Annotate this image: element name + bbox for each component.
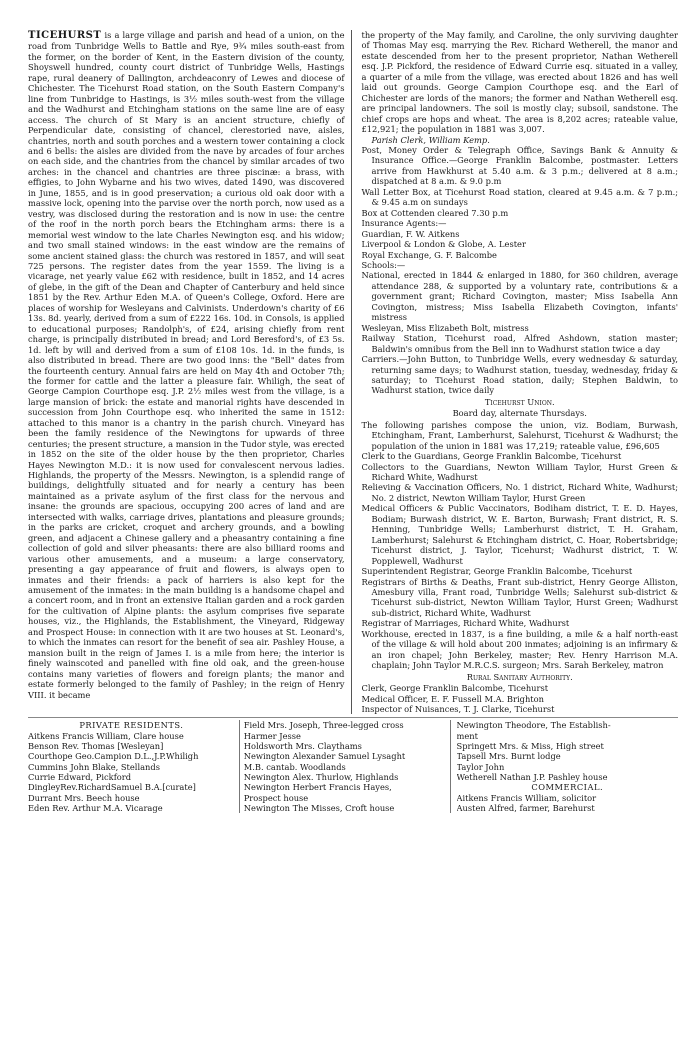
left-column [28, 30, 352, 714]
resident-entry: Holdsworth Mrs. Claythams [243, 741, 362, 752]
resident-entry: Wetherell Nathan J.P. Pashley house [456, 771, 608, 782]
continuation-text: the property of the May family, and Caroline, the only surviving daughter of Thomas May esq. marrying the Rev. Richard Wetherell, the manor and estate descended from her to the present proprietor, Nathan Wetherell esq. J.P. Pickford, the residence of Edward Currie esq. situated in a valley, a quarter of a mile from the village, was erected about 1826 and has well laid out grounds. George Campion Courthope esq. and the Earl of Chichester are lords of the manors; the former and Nathan Wetherell esq. are principal landowners. The soil is mostly clay; subsoil, sandstone. The chief crops are hops and wheat. The area is 8,202 acres; rateable value, £12,921; the population in 1881 was 3,007. [361, 30, 678, 135]
directory-entry: Post, Money Order & Telegraph Office, Savings Bank & Annuity & Insurance Office.—George Franklin Balcombe, postmaster. Letters arrive from Hawkhurst at 5.40 a.m. & 3 p.m.; delivered at 8 a.m.; dispatched at 8 a.m. & 9.0 p.m [361, 144, 678, 187]
description-text: is a large village and parish and head of a union, on the road from Tunbridge Wells to Battle and Rye, 9¾ miles south-east from the former, on the border of Kent, in the Eastern division of the county, Shoyswell hundred, county court district of Tunbridge Wells, Hastings rape, rural deanery of Dallington, archdeaconry of Lewes and diocese of Chichester. The Ticehurst Road station, on the South Eastern Company's line from Tunbridge to Hastings, is 3½ miles south-west from the village and the Wadhurst and Etchingham stations on the same line are of easy access. The church of St Mary is an ancient structure, chiefly of Perpendicular date, consisting of chancel, clerestoried nave, aisles, chantries, north and south porches and a western tower containing a clock and 6 bells: the aisles are divided from the nave by arcades of four arches on each side, and the chantries from the chancel by similar arcades of two arches: in the chancel and chantries are three piscinæ: a brass, with effigies, to John Wybarne and his two wives, dated 1490, was discovered in June, 1855, and is in good preservation; a curious old oak door with a massive lock, opening into the parvise over the north porch, now used as a vestry, was disclosed during the restoration and is now in use: the centre of the roof in the north porch bears the Etchingham arms: there is a memorial west window to the late Charles Newington esq. and his widow; and two small stained windows: in the east window are the remains of some ancient stained glass: the church was restored in 1857, and will seat 725 persons. The register dates from the year 1559. The living is a vicarage, net yearly value £62 with residence, built in 1852, and 14 acres of glebe, in the gift of the Dean and Chapter of Canterbury and held since 1851 by the Rev. Arthur Eden M.A. of Queen's College, Oxford. Here are places of worship for Wesleyans and Calvinists. Underdown's charity of £6 13s. 8d. yearly, derived from a sum of £222 16s. 10d. in Consols, is applied to educational purposes; Randolph's, of £24, arising chiefly from rent charge, is principally distributed in bread; and Lord Beresford's, of £3 5s. 1d. left by will and derived from a sum of £108 10s. 1d. in the funds, is also distributed in bread. There are two good inns: the "Bell" dates from the fourteenth century. Annual fairs are held on May 4th and October 7th; the former for cattle and the latter a pleasure fair. Whiligh, the seat of George Campion Courthope esq. J.P. 2½ miles west from the village, is a large mansion of brick: the estate and manorial rights have descended in succession from John Courthope esq. who inherited the same in 1512: attached to this manor is a chantry in the parish church. Vineyard has been the family residence of the Newingtons for upwards of three centuries; the present structure, a mansion in the Tudor style, was erected in 1852 on the site of the older house by the then proprietor, Charles Hayes Newington M.D.: it is now used for convalescent nervous ladies. Highlands, the property of the Messrs. Newington, is a splendid range of buildings, delightfully situated and for nearly a century has been maintained as a private asylum of the first class for the nervous and insane: the grounds are spacious, occupying 200 acres of land and are intersected with walks, carriage drives, plantations and pleasure grounds; in the parks are cricket, croquet and archery grounds, and a bowling green, and adjacent a Chinese gallery and a pheasantry containing a fine collection of gold and silver pheasants: there are also billiard rooms and various other amusements, and a museum: a large conservatory, presenting a gay appearance of fruit and flowers, is always open to inmates and their friends: a pack of harriers is also kept for the amusement of the inmates: in the main building is a handsome chapel and a concert room, and in front an extensive Italian garden and a rock garden for the cultivation of Alpine plants: the asylum comprises five separate houses, viz., the Highlands, the Establishment, the Vineyard, Ridgeway and Prospect House: in connection with it are two houses at St. Leonard's, to which the inmates can resort for the benefit of sea air. Pashley House, a mansion built in the reign of James I. is a mile from here; the interior is finely wainscoted and panelled with fine old oak, and the green-house contains many varieties of flowers and foreign plants; the manor and estate formerly belonged to the family of Pashley; in the reign of Henry VIII. it became [28, 30, 345, 700]
private-residents-heading: PRIVATE RESIDENTS. [79, 720, 184, 731]
resident-entry: Tapsell Mrs. Burnt lodge [456, 751, 561, 762]
union-entry: Collectors to the Guardians, Newton William Taylor, Hurst Green & Richard White, Wadhurst [361, 461, 678, 483]
parish-description [28, 30, 345, 700]
resident-entry: Eden Rev. Arthur M.A. Vicarage [28, 802, 163, 813]
commercial-heading: COMMERCIAL. [531, 782, 604, 793]
directory-entry: Schools:— [361, 259, 406, 270]
directory-entry: Guardian, F. W. Aitkens [361, 228, 460, 239]
sanitary-entry: Inspector of Nuisances, T. J. Clarke, Ticehurst [361, 704, 555, 714]
official-entries [362, 145, 679, 396]
union-entry: Medical Officers & Public Vaccinators, Bodiham district, T. E. D. Hayes, Bodiam; Burwash district, W. E. Barton, Burwash; Frant district, R. S. Henning, Tunbridge Wells; Lamberhurst district, T. H. Graham, Lamberhurst; Salehurst & Etchingham district, C. Hoar, Robertsbridge; Ticehurst district, J. Taylor, Ticehurst; Wadhurst district, T. W. Popplewell, Wadhurst [361, 503, 678, 566]
directory-entry: Wall Letter Box, at Ticehurst Road station, cleared at 9.45 a.m. & 7 p.m.; & 9.45 a.m on sundays [361, 186, 678, 208]
union-entry: Clerk to the Guardians, George Franklin Balcombe, Ticehurst [361, 451, 622, 462]
resident-entry: Field Mrs. Joseph, Three-legged cross [243, 720, 404, 731]
directory-list-2 [244, 720, 446, 813]
resident-entry: DingleyRev.RichardSamuel B.A.[curate] [28, 782, 196, 793]
resident-entry: Newington Herbert Francis Hayes, [243, 782, 392, 793]
commercial-entry: Austen Alfred, farmer, Barehurst [456, 802, 595, 813]
board-day: Board day, alternate Thursdays. [452, 408, 587, 419]
directory-column-1 [28, 720, 240, 813]
directory-page [28, 30, 678, 813]
resident-entry: Prospect house [243, 792, 309, 803]
union-entry: Superintendent Registrar, George Franklin Balcombe, Ticehurst [361, 566, 633, 577]
union-entries [362, 420, 679, 671]
directory-entry: Carriers.—John Button, to Tunbridge Wells, every wednesday & saturday, returning same days; to Wadhurst station, tuesday, wednesday, friday & saturday; to Ticehurst Road station, daily; Stephen Baldwin, to Wadhurst station, twice daily [361, 354, 678, 396]
directory-entry: Railway Station, Ticehurst road, Alfred Ashdown, station master; Baldwin's omnibus from the Bell inn to Wadhurst station twice a day [361, 333, 678, 354]
resident-entry: Currie Edward, Pickford [28, 771, 132, 782]
directory-entry: Insurance Agents:— [361, 218, 447, 229]
sanitary-heading: Rural Sanitary Authority. [466, 671, 573, 682]
directory-entry: Box at Cottenden cleared 7.30 p.m [361, 207, 509, 218]
directory-list-3 [457, 720, 678, 782]
sanitary-entry: Clerk, George Franklin Balcombe, Ticehurst [361, 683, 549, 694]
union-entry: Registrar of Marriages, Richard White, Wadhurst [361, 618, 570, 629]
resident-entry: Aitkens Francis William, Clare house [28, 730, 184, 741]
union-entry: Registrars of Births & Deaths, Frant sub-district, Henry George Alliston, Amesbury villa, Frant road, Tunbridge Wells; Salehurst sub-district & Ticehurst sub-district, Newton William Taylor, Hurst Green; Wadhurst sub-district, Richard White, Wadhurst [361, 576, 678, 618]
sanitary-entry: Medical Officer, E. F. Fussell M.A. Brighton [361, 693, 544, 704]
directory-entry: Liverpool & London & Globe, A. Lester [361, 239, 526, 250]
residents-directory [28, 717, 678, 813]
directory-column-2 [240, 720, 451, 813]
two-column-body [28, 30, 678, 714]
directory-list-1 [28, 731, 235, 813]
right-column [362, 30, 679, 714]
directory-entry: Wesleyan, Miss Elizabeth Bolt, mistress [361, 322, 529, 333]
resident-entry: Newington Theodore, The Establish- [456, 720, 611, 731]
sanitary-entries [362, 683, 679, 714]
union-entry: Workhouse, erected in 1837, is a fine building, a mile & a half north-east of the village & will hold about 200 inmates; adjoining is an infirmary & an iron chapel; John Berkeley, master; Rev. Henry Harrison M.A. chaplain; John Taylor M.R.C.S. surgeon; Mrs. Sarah Berkeley, matron [361, 628, 678, 671]
resident-entry: ment [456, 730, 478, 741]
place-heading: TICEHURST [28, 30, 102, 41]
commercial-entry: Aitkens Francis William, solicitor [456, 792, 597, 803]
resident-entry: Cummins John Blake, Stellands [28, 761, 160, 772]
resident-entry: M.B. cantab. Woodlands [243, 761, 346, 772]
directory-entry: National, erected in 1844 & enlarged in 1880, for 360 children, average attendance 288, & supported by a voluntary rate, contributions & a government grant; Richard Covington, master; Miss Isabella Ann Covington, mistress; Miss Isabella Elizabeth Covington, infants' mistress [361, 270, 678, 323]
resident-entry: Benson Rev. Thomas [Wesleyan] [28, 741, 164, 752]
directory-column-3 [451, 720, 678, 813]
resident-entry: Harmer Jesse [243, 730, 301, 741]
resident-entry: Taylor John [456, 761, 505, 772]
directory-list-commercial [457, 793, 678, 814]
resident-entry: Courthope Geo.Campion D.L.,J.P.Whiligh [28, 751, 199, 762]
union-entry: Relieving & Vaccination Officers, No. 1 district, Richard White, Wadhurst; No. 2 district, Newton William Taylor, Hurst Green [361, 482, 678, 503]
directory-entry: Royal Exchange, G. F. Balcombe [361, 249, 497, 260]
resident-entry: Springett Mrs. & Miss, High street [456, 741, 604, 752]
resident-entry: Newington Alex. Thurlow, Highlands [243, 771, 399, 782]
resident-entry: Newington Alexander Samuel Lysaght [243, 751, 406, 762]
resident-entry: Durrant Mrs. Beech house [28, 792, 140, 803]
union-entry: The following parishes compose the union, viz. Bodiam, Burwash, Etchingham, Frant, Lamberhurst, Salehurst, Ticehurst & Wadhurst; the population of the union in 1881 was 17,219; rateable value, £96,605 [361, 419, 678, 451]
resident-entry: Newington The Misses, Croft house [243, 802, 395, 813]
union-heading: Ticehurst Union. [484, 396, 555, 407]
parish-clerk: Parish Clerk, William Kemp. [371, 134, 490, 145]
